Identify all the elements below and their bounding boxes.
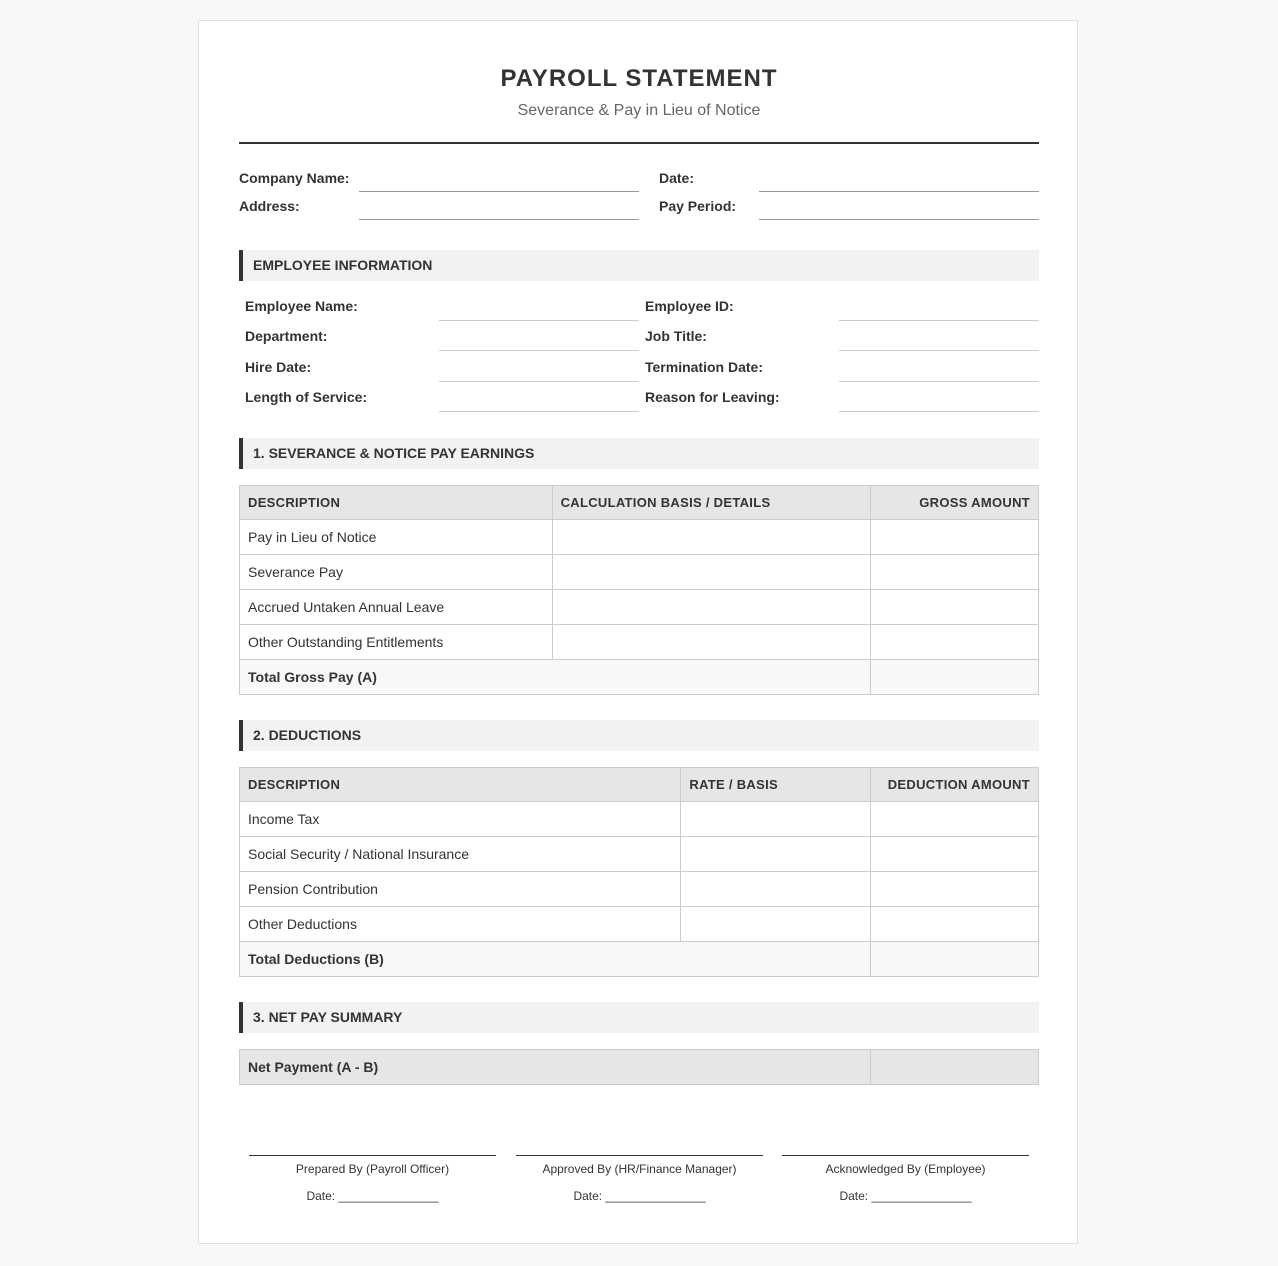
signature-date: Date: _______________ <box>306 1189 439 1203</box>
net-pay-table <box>239 1049 1039 1085</box>
deduction-amount-cell[interactable] <box>871 872 1039 907</box>
section-earnings: 1. SEVERANCE & NOTICE PAY EARNINGS <box>239 438 1039 469</box>
row-description: Accrued Untaken Annual Leave <box>240 590 553 625</box>
calculation-basis-cell[interactable] <box>552 555 871 590</box>
signature-label: Prepared By (Payroll Officer) <box>295 1162 450 1176</box>
deduction-amount-cell[interactable] <box>871 907 1039 942</box>
pay-period-label: Pay Period: <box>659 198 737 214</box>
employee-name-field[interactable] <box>439 291 639 321</box>
reason-for-leaving-field[interactable] <box>839 382 1039 412</box>
net-payment-row <box>240 1050 1039 1085</box>
net-payment-amount-cell[interactable] <box>871 1050 1039 1085</box>
deduction-amount-cell[interactable] <box>871 837 1039 872</box>
signature-approved-by <box>516 1155 763 1204</box>
table-row <box>240 520 1039 555</box>
section-deductions: 2. DEDUCTIONS <box>239 720 1039 751</box>
total-deductions-label: Total Deductions (B) <box>240 942 871 977</box>
column-header-description: DESCRIPTION <box>240 486 553 520</box>
table-row <box>240 837 1039 872</box>
document-subtitle: Severance & Pay in Lieu of Notice <box>517 102 761 119</box>
gross-amount-cell[interactable] <box>871 520 1039 555</box>
row-description: Other Outstanding Entitlements <box>240 625 553 660</box>
job-title-field[interactable] <box>839 321 1039 351</box>
document-title: PAYROLL STATEMENT <box>500 65 778 92</box>
signature-prepared-by <box>249 1155 496 1204</box>
rate-basis-cell[interactable] <box>681 872 871 907</box>
signature-line[interactable] <box>782 1155 1029 1156</box>
section-net-pay-summary: 3. NET PAY SUMMARY <box>239 1002 1039 1033</box>
calculation-basis-cell[interactable] <box>552 625 871 660</box>
company-name-label: Company Name: <box>239 170 350 186</box>
earnings-header-row <box>240 486 1039 520</box>
table-row <box>240 872 1039 907</box>
termination-date-label: Termination Date: <box>645 359 763 375</box>
reason-for-leaving-label: Reason for Leaving: <box>645 389 780 405</box>
total-deductions-amount-cell[interactable] <box>871 942 1039 977</box>
rate-basis-cell[interactable] <box>681 837 871 872</box>
company-row-1 <box>239 164 1039 192</box>
earnings-table <box>239 485 1039 695</box>
column-header-rate-basis: RATE / BASIS <box>681 768 871 802</box>
total-deductions-row <box>240 942 1039 977</box>
row-description: Severance Pay <box>240 555 553 590</box>
calculation-basis-cell[interactable] <box>552 520 871 555</box>
signature-date: Date: _______________ <box>839 1189 972 1203</box>
pay-period-field[interactable] <box>759 192 1039 220</box>
length-of-service-field[interactable] <box>439 382 639 412</box>
job-title-label: Job Title: <box>645 328 707 344</box>
gross-amount-cell[interactable] <box>871 625 1039 660</box>
hire-date-field[interactable] <box>439 352 639 382</box>
signature-label: Acknowledged By (Employee) <box>825 1162 986 1176</box>
rate-basis-cell[interactable] <box>681 802 871 837</box>
payroll-statement-page <box>198 20 1078 1244</box>
row-description: Pay in Lieu of Notice <box>240 520 553 555</box>
total-gross-row <box>240 660 1039 695</box>
deductions-header-row <box>240 768 1039 802</box>
employee-id-label: Employee ID: <box>645 298 734 314</box>
table-row <box>240 625 1039 660</box>
address-label: Address: <box>239 198 300 214</box>
table-row <box>240 802 1039 837</box>
employee-row-4 <box>239 382 1039 412</box>
length-of-service-label: Length of Service: <box>245 389 368 405</box>
table-row <box>240 590 1039 625</box>
row-description: Other Deductions <box>240 907 681 942</box>
column-header-description: DESCRIPTION <box>240 768 681 802</box>
employee-row-3 <box>239 352 1039 382</box>
termination-date-field[interactable] <box>839 352 1039 382</box>
table-row <box>240 555 1039 590</box>
section-employee-information: EMPLOYEE INFORMATION <box>239 250 1039 281</box>
header-divider <box>239 142 1039 144</box>
company-row-2 <box>239 192 1039 220</box>
department-field[interactable] <box>439 321 639 351</box>
signature-acknowledged-by <box>782 1155 1029 1204</box>
gross-amount-cell[interactable] <box>871 590 1039 625</box>
row-description: Social Security / National Insurance <box>240 837 681 872</box>
signature-date: Date: _______________ <box>573 1189 706 1203</box>
company-name-field[interactable] <box>359 164 639 192</box>
gross-amount-cell[interactable] <box>871 555 1039 590</box>
table-row <box>240 907 1039 942</box>
address-field[interactable] <box>359 192 639 220</box>
total-gross-amount-cell[interactable] <box>871 660 1039 695</box>
row-description: Pension Contribution <box>240 872 681 907</box>
date-label: Date: <box>659 170 695 186</box>
employee-id-field[interactable] <box>839 291 1039 321</box>
signature-label: Approved By (HR/Finance Manager) <box>542 1162 737 1176</box>
hire-date-label: Hire Date: <box>245 359 312 375</box>
column-header-calculation-basis: CALCULATION BASIS / DETAILS <box>552 486 871 520</box>
total-gross-label: Total Gross Pay (A) <box>240 660 871 695</box>
employee-name-label: Employee Name: <box>245 298 358 314</box>
deductions-table <box>239 767 1039 977</box>
employee-row-1 <box>239 291 1039 321</box>
signature-line[interactable] <box>516 1155 763 1156</box>
date-field[interactable] <box>759 164 1039 192</box>
net-payment-label: Net Payment (A - B) <box>240 1050 871 1085</box>
column-header-gross-amount: GROSS AMOUNT <box>871 486 1039 520</box>
department-label: Department: <box>245 328 328 344</box>
row-description: Income Tax <box>240 802 681 837</box>
signature-line[interactable] <box>249 1155 496 1156</box>
calculation-basis-cell[interactable] <box>552 590 871 625</box>
column-header-deduction-amount: DEDUCTION AMOUNT <box>871 768 1039 802</box>
rate-basis-cell[interactable] <box>681 907 871 942</box>
employee-row-2 <box>239 321 1039 351</box>
deduction-amount-cell[interactable] <box>871 802 1039 837</box>
